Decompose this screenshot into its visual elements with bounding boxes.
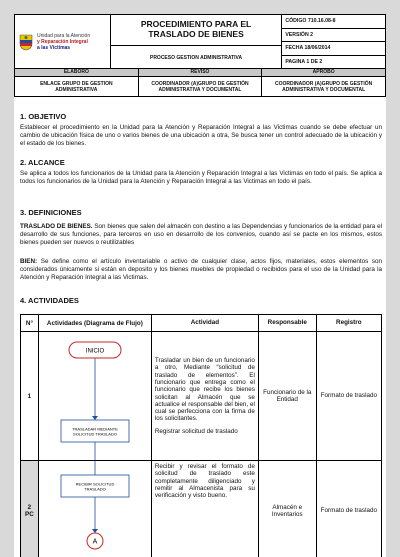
coat-of-arms-icon — [18, 33, 34, 51]
definition-traslado-text: Son bienes que salen del almacén con destino a las Dependencias y funcionarios de la entidad para el desarrollo de sus funciones, para terceros en uso en desarrollo de los convenios, cuando así se pacte en los mismos, estos bienes pueden ser nuevos o reutilizables — [20, 223, 383, 246]
definition-bien-text: Se define como el artículo inventariable o activo de cualquier clase, actos fijos, materiales, estos elementos son considerados únicamente si están en deposito y los bienes muebles de propiedad o recibidos para el uso de la Unidad para la Atención y Reparación Integral a las Victimas. — [20, 258, 382, 281]
process-box-label: TRASLADAR MEDIANTE SOLICITUD TRASLADO — [71, 426, 118, 437]
document-date: FECHA 18/06/2014 — [282, 42, 385, 56]
responsible-cell: Funcionario de la Entidad — [258, 332, 316, 461]
row-number-main: 2 — [27, 504, 32, 511]
aprobo-value: COORDINADOR (A)GRUPO DE GESTIÓN ADMINISTRATIVA Y DOCUMENTAL — [262, 77, 386, 97]
responsible-cell: Almacén e Inventarios — [258, 461, 316, 557]
arrow-head-icon — [92, 529, 98, 533]
logo-line-2: y Reparación Integral — [37, 39, 88, 45]
process-box-label: RECIBIR SOLICITUD TRASLADO — [75, 481, 115, 492]
col-flow-header: Actividades (Diagrama de Flujo) — [38, 315, 151, 332]
aprobo-header: APROBÓ — [262, 69, 386, 77]
logo-line-3: a las Víctimas — [37, 45, 71, 51]
flowchart-step-2 — [39, 461, 151, 557]
meta-cell — [282, 15, 386, 70]
section-definiciones-title: 3. DEFINICIONES — [20, 208, 82, 217]
row-number — [21, 461, 39, 557]
record-cell: Formato de traslado — [316, 461, 381, 557]
activity-text: Trasladar un bien de un funcionario a otro, Mediante “solicitud de traslado de elementos”. El funcionario que entrega como el funcionario que recibe los bienes solicitan al Almacén que se actualice el responsable del bien, el cual se perfecciona con la firma de los solicitantes. — [154, 357, 255, 423]
document-title: PROCEDIMIENTO PARA EL TRASLADO DE BIENES — [140, 19, 252, 39]
activity-note: Registrar solicitud de traslado — [154, 427, 238, 435]
logo-cell — [15, 15, 111, 70]
start-terminal-label: INICIO — [85, 348, 105, 355]
logo-line-1: Unidad para la Atención — [37, 33, 91, 39]
approval-table — [14, 68, 386, 97]
activity-cell — [151, 332, 258, 461]
flow-cell-2 — [38, 461, 151, 557]
definition-bien — [20, 258, 382, 282]
definition-traslado-term: TRASLADO DE BIENES. — [20, 223, 93, 230]
elaboro-header: ELABORÓ — [15, 69, 139, 77]
section-actividades-title: 4. ACTIVIDADES — [20, 296, 79, 305]
row-number: 1 — [21, 332, 39, 461]
connector-label: A — [92, 538, 98, 546]
activity-cell: Recibir y revisar el formato de solicitud de traslado este completamente diligenciado y remitir al Almacenista para su verificación y visto bueno. — [151, 461, 258, 557]
document-header — [14, 14, 386, 70]
col-record-header: Registro — [316, 315, 381, 332]
document-version: VERSIÓN 2 — [282, 29, 385, 43]
document-code: CÓDIGO 710.16.08-8 — [282, 15, 385, 29]
col-activity-header: Actividad — [151, 315, 258, 332]
arrow-head-icon — [92, 416, 98, 420]
section-alcance-text: Se aplica a todos los funcionarios de la Unidad para la Atención y Reparación Integral a las Victimas en todo el país. Se aplica a todos los funcionarios de la Unidad para la Atención y Reparación Integral a las Victimas en todo el país. — [20, 170, 382, 185]
process-name: PROCESO GESTION ADMINISTRATIVA — [111, 45, 282, 69]
section-objetivo-title: 1. OBJETIVO — [20, 112, 67, 121]
section-alcance-title: 2. ALCANCE — [20, 158, 65, 167]
row-number-sub: PC — [25, 511, 34, 518]
reviso-header: REVISÓ — [138, 69, 262, 77]
flowchart-step-1 — [39, 332, 151, 460]
record-cell: Formato de traslado — [316, 332, 381, 461]
reviso-value: COORDINADOR (A)GRUPO DE GESTIÓN ADMINISTRATIVA Y DOCUMENTAL — [138, 77, 262, 97]
elaboro-value: ENLACE GRUPO DE GESTION ADMINISTRATIVA — [15, 77, 139, 97]
table-row — [21, 461, 382, 557]
definition-bien-term: BIEN: — [20, 258, 38, 265]
document-page — [14, 14, 386, 557]
col-responsible-header: Responsable — [258, 315, 316, 332]
activities-table — [20, 314, 382, 557]
unit-logo — [18, 33, 107, 51]
flow-cell-1 — [38, 332, 151, 461]
page-number: PAGINA 1 DE 2 — [285, 58, 323, 65]
section-objetivo-text: Establecer el procedimiento en la Unidad para la Atención y Reparación Integral a las Victimas cuando se debe efectuar un cambio de ubicación física de uno o varios bienes de una ubicación a otra, Se busca tener un control adecuado de la ubicación y el estado de los bienes. — [20, 124, 382, 147]
title-cell — [110, 15, 282, 70]
table-row — [21, 332, 382, 461]
col-no-header: N° — [21, 315, 39, 332]
definition-traslado — [20, 223, 382, 247]
